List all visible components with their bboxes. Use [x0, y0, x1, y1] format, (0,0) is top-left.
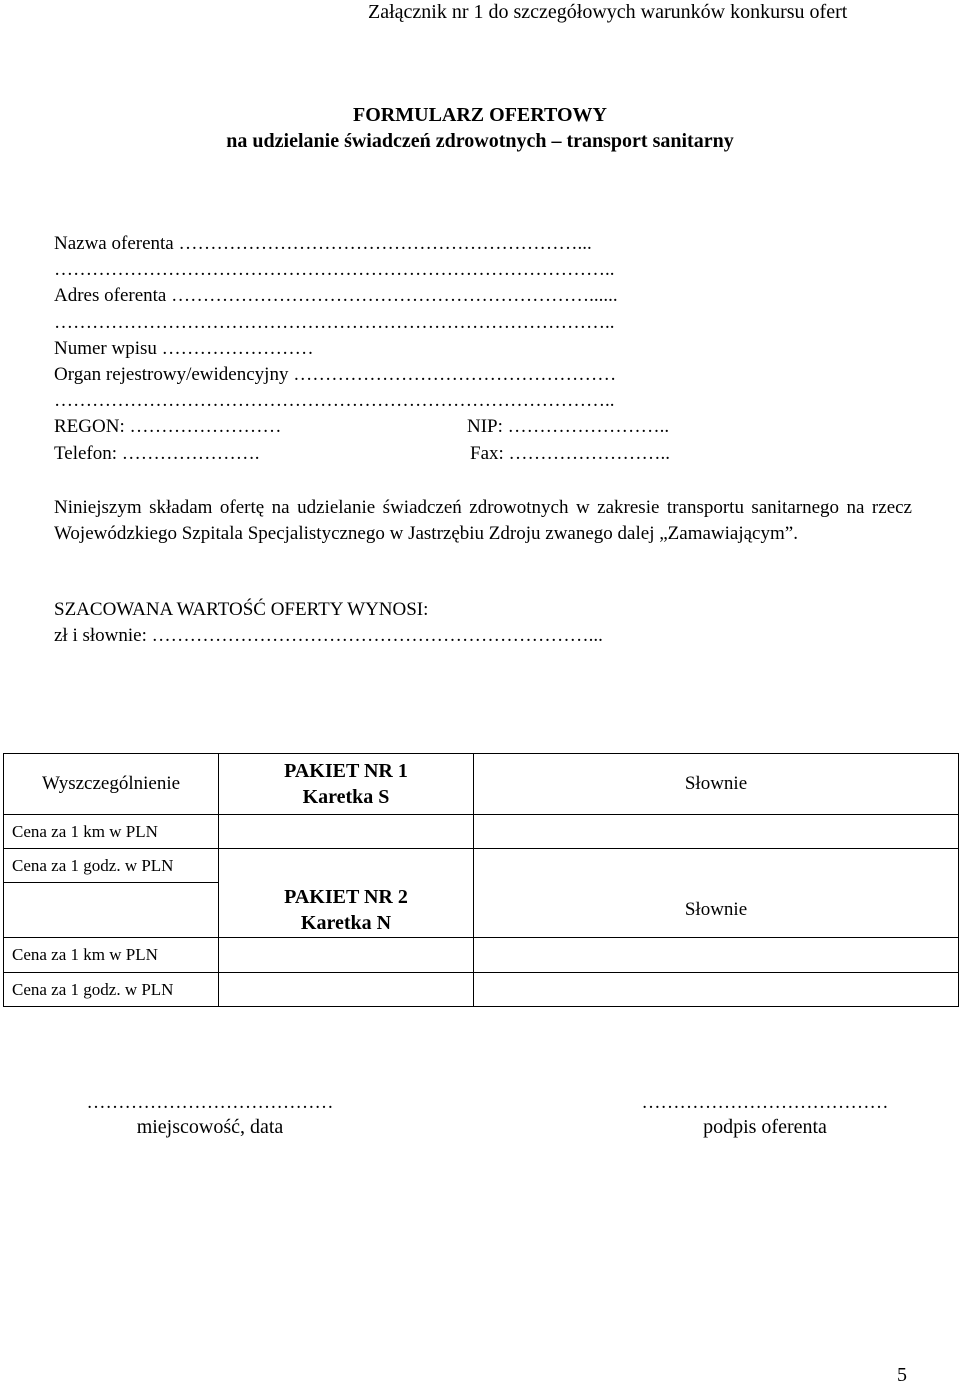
package-2-price-hour-words[interactable]	[474, 973, 959, 1007]
field-adres-oferenta[interactable]: Adres oferenta …………………………………………………………......	[54, 285, 618, 306]
package-2-words-header: Słownie	[474, 883, 959, 938]
table-header-row-2	[4, 883, 959, 938]
estimate-heading: SZACOWANA WARTOŚĆ OFERTY WYNOSI:	[54, 599, 429, 620]
offer-paragraph: Niniejszym składam ofertę na udzielanie świadczeń zdrowotnych w zakresie transportu sanitarnego na rzecz Wojewódzkiego Szpitala Specjalistycznego w Jastrzębiu Zdroju zwanego dalej „Zamawiającym”.	[54, 497, 912, 544]
package-2-price-km-label: Cena za 1 km w PLN	[4, 938, 219, 973]
header-specification-empty	[4, 883, 219, 938]
form-subtitle: na udzielanie świadczeń zdrowotnych – transport sanitarny	[226, 130, 734, 152]
package-1-price-hour-value[interactable]	[219, 849, 474, 883]
place-date-line[interactable]: …………………………………	[86, 1092, 334, 1113]
table-row	[4, 938, 959, 973]
field-amount-words[interactable]: zł i słownie: ……………………………………………………………...	[54, 625, 603, 646]
annex-header: Załącznik nr 1 do szczegółowych warunków konkursu ofert	[368, 1, 848, 23]
package-2-number: PAKIET NR 2	[284, 885, 408, 908]
page-number: 5	[897, 1364, 907, 1386]
package-2-vehicle: Karetka N	[300, 911, 392, 934]
table-row	[4, 815, 959, 849]
package-1-words-header: Słownie	[474, 754, 959, 815]
field-organ-rejestrowy-cont[interactable]: ……………………………………………………………………………..	[54, 390, 615, 411]
package-2-price-km-value[interactable]	[219, 938, 474, 973]
table-row	[4, 973, 959, 1007]
field-fax[interactable]: Fax: ……………………..	[470, 443, 671, 464]
package-2-title	[219, 883, 474, 938]
field-numer-wpisu[interactable]: Numer wpisu ……………………	[54, 338, 314, 359]
signature-line[interactable]: …………………………………	[641, 1092, 889, 1113]
package-1-title	[219, 754, 474, 815]
package-1-price-hour-label: Cena za 1 godz. w PLN	[4, 849, 219, 883]
package-1-price-km-label: Cena za 1 km w PLN	[4, 815, 219, 849]
field-regon[interactable]: REGON: ……………………	[54, 416, 282, 437]
package-1-price-km-value[interactable]	[219, 815, 474, 849]
header-specification: Wyszczególnienie	[4, 754, 219, 815]
form-title: FORMULARZ OFERTOWY	[353, 104, 607, 126]
package-1-vehicle: Karetka S	[302, 786, 390, 808]
field-telefon[interactable]: Telefon: ………………….	[54, 443, 260, 464]
field-nazwa-oferenta[interactable]: Nazwa oferenta ………………………………………………………...	[54, 233, 592, 254]
field-nip[interactable]: NIP: ……………………..	[467, 416, 670, 437]
field-nazwa-oferenta-cont[interactable]: ……………………………………………………………………………..	[54, 259, 615, 280]
offer-table	[3, 753, 959, 1007]
package-1-price-hour-words[interactable]	[474, 849, 959, 883]
package-2-price-hour-value[interactable]	[219, 973, 474, 1007]
table-header-row	[4, 754, 959, 815]
package-1-price-km-words[interactable]	[474, 815, 959, 849]
signature-label: podpis oferenta	[703, 1116, 827, 1138]
package-1-number: PAKIET NR 1	[284, 760, 408, 782]
table-row	[4, 849, 959, 883]
field-adres-oferenta-cont[interactable]: ……………………………………………………………………………..	[54, 312, 615, 333]
package-2-price-km-words[interactable]	[474, 938, 959, 973]
package-2-price-hour-label: Cena za 1 godz. w PLN	[4, 973, 219, 1007]
place-date-label: miejscowość, data	[136, 1116, 284, 1138]
field-organ-rejestrowy[interactable]: Organ rejestrowy/ewidencyjny ……………………………………………	[54, 364, 617, 385]
